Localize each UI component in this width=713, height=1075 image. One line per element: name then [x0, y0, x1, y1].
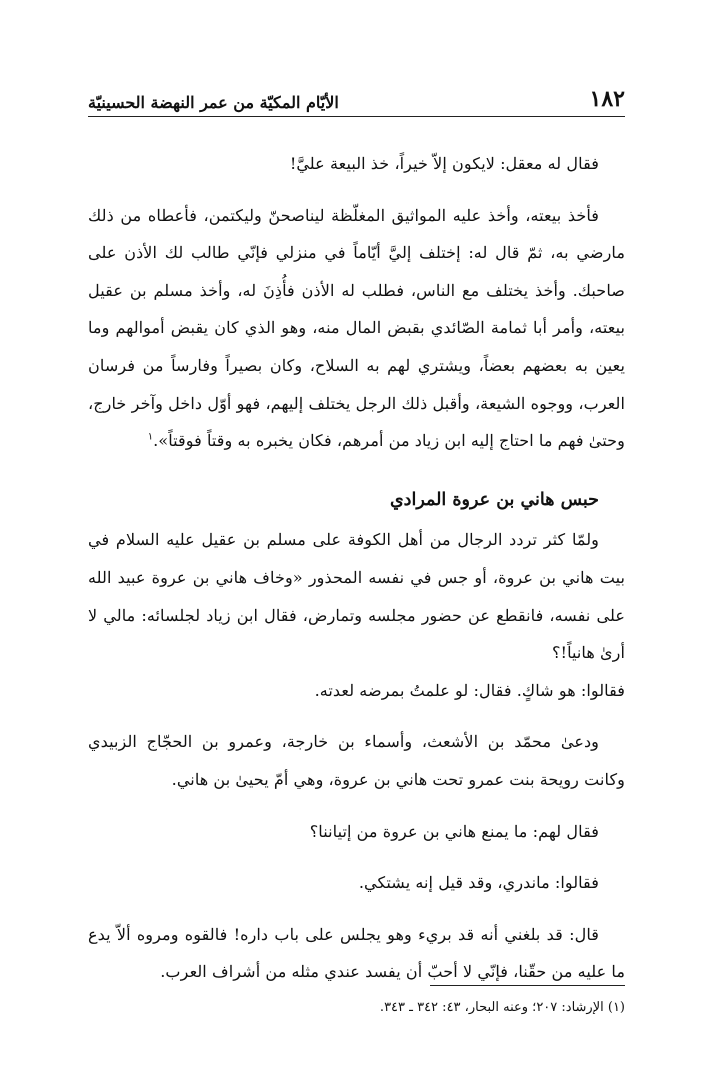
paragraph-1: فقال له معقل: لايكون إلاّ خيراً، خذ البيعة عليَّ!: [289, 154, 599, 173]
paragraph-8: قال: قد بلغني أنه قد بريء وهو يجلس على باب داره! فالقوه ومروه ألاّ يدع ما عليه من حقّنا، فإنّي لا أحبّ أن يفسد عندي مثله من أشراف العرب.: [88, 924, 625, 982]
paragraph-3: ولمّا كثر تردد الرجال من أهل الكوفة على مسلم بن عقيل عليه السلام في بيت هاني بن عروة، أو جس في نفسه المحذور «وخاف هاني بن عروة عبيد الله على نفسه، فانقطع عن حضور مجلسه وتمارض، فقال ابن زياد لجلسائه: مالي لا أرىٰ هانياً!؟: [88, 530, 625, 663]
footnote: (١) الإرشاد: ٢٠٧؛ وعنه البحار، ٤٣: ٣٤٢ ـ ٣٤٣.: [379, 1000, 625, 1015]
paragraph-2: [88, 197, 625, 460]
body-text: [88, 145, 625, 991]
paragraph-4: فقالوا: هو شاكٍ. فقال: لو علمتُ بمرضه لعدته.: [314, 680, 625, 700]
paragraph-2-text: فأخذ بيعته، وأخذ عليه المواثيق المغلّظة ليناصحنّ وليكتمن، فأعطاه من ذلك مارضي به، ثمّ قال له: إختلف إليَّ أيّاماً في منزلي فإنّي طالب لك الأذن على صاحبك. وأخذ يختلف مع الناس، فطلب له الأذن فأُذِنَ له، وأخذ مسلم بن عقيل بيعته، وأمر أبا ثمامة الصّائدي بقبض المال منه، وهو الذي كان يقبض أموالهم وما يعين به بعضهم بعضاً، ويشتري لهم به السلاح، وكان بصيراً وفارساً من فرسان العرب، ووجوه الشيعة، وأقبل ذلك الرجل يختلف إليهم، فهو أوّل داخل وآخر خارج، وحتىٰ فهم ما احتاج إليه ابن زياد من أمرهم، فكان يخبره به وقتاً فوقتاً».: [88, 205, 625, 451]
page-header: [88, 82, 625, 117]
paragraph-6: فقال لهم: ما يمنع هاني بن عروة من إتياننا؟: [309, 821, 599, 841]
page-number: ١٨٢: [589, 86, 625, 112]
paragraph-7: فقالوا: ماندري، وقد قيل إنه يشتكي.: [358, 873, 599, 893]
running-title: الأيّام المكيّة من عمر النهضة الحسينيّة: [88, 93, 339, 112]
section-heading: حبس هاني بن عروة المرادي: [389, 489, 599, 510]
footnote-divider: [430, 985, 625, 986]
paragraph-5: ودعىٰ محمّد بن الأشعث، وأسماء بن خارجة، وعمرو بن الحجّاج الزبيدي وكانت رويحة بنت عمرو تحت هاني بن عروة، وهي أمّ يحيىٰ بن هاني.: [88, 732, 625, 789]
footnote-reference: ١: [147, 431, 154, 443]
